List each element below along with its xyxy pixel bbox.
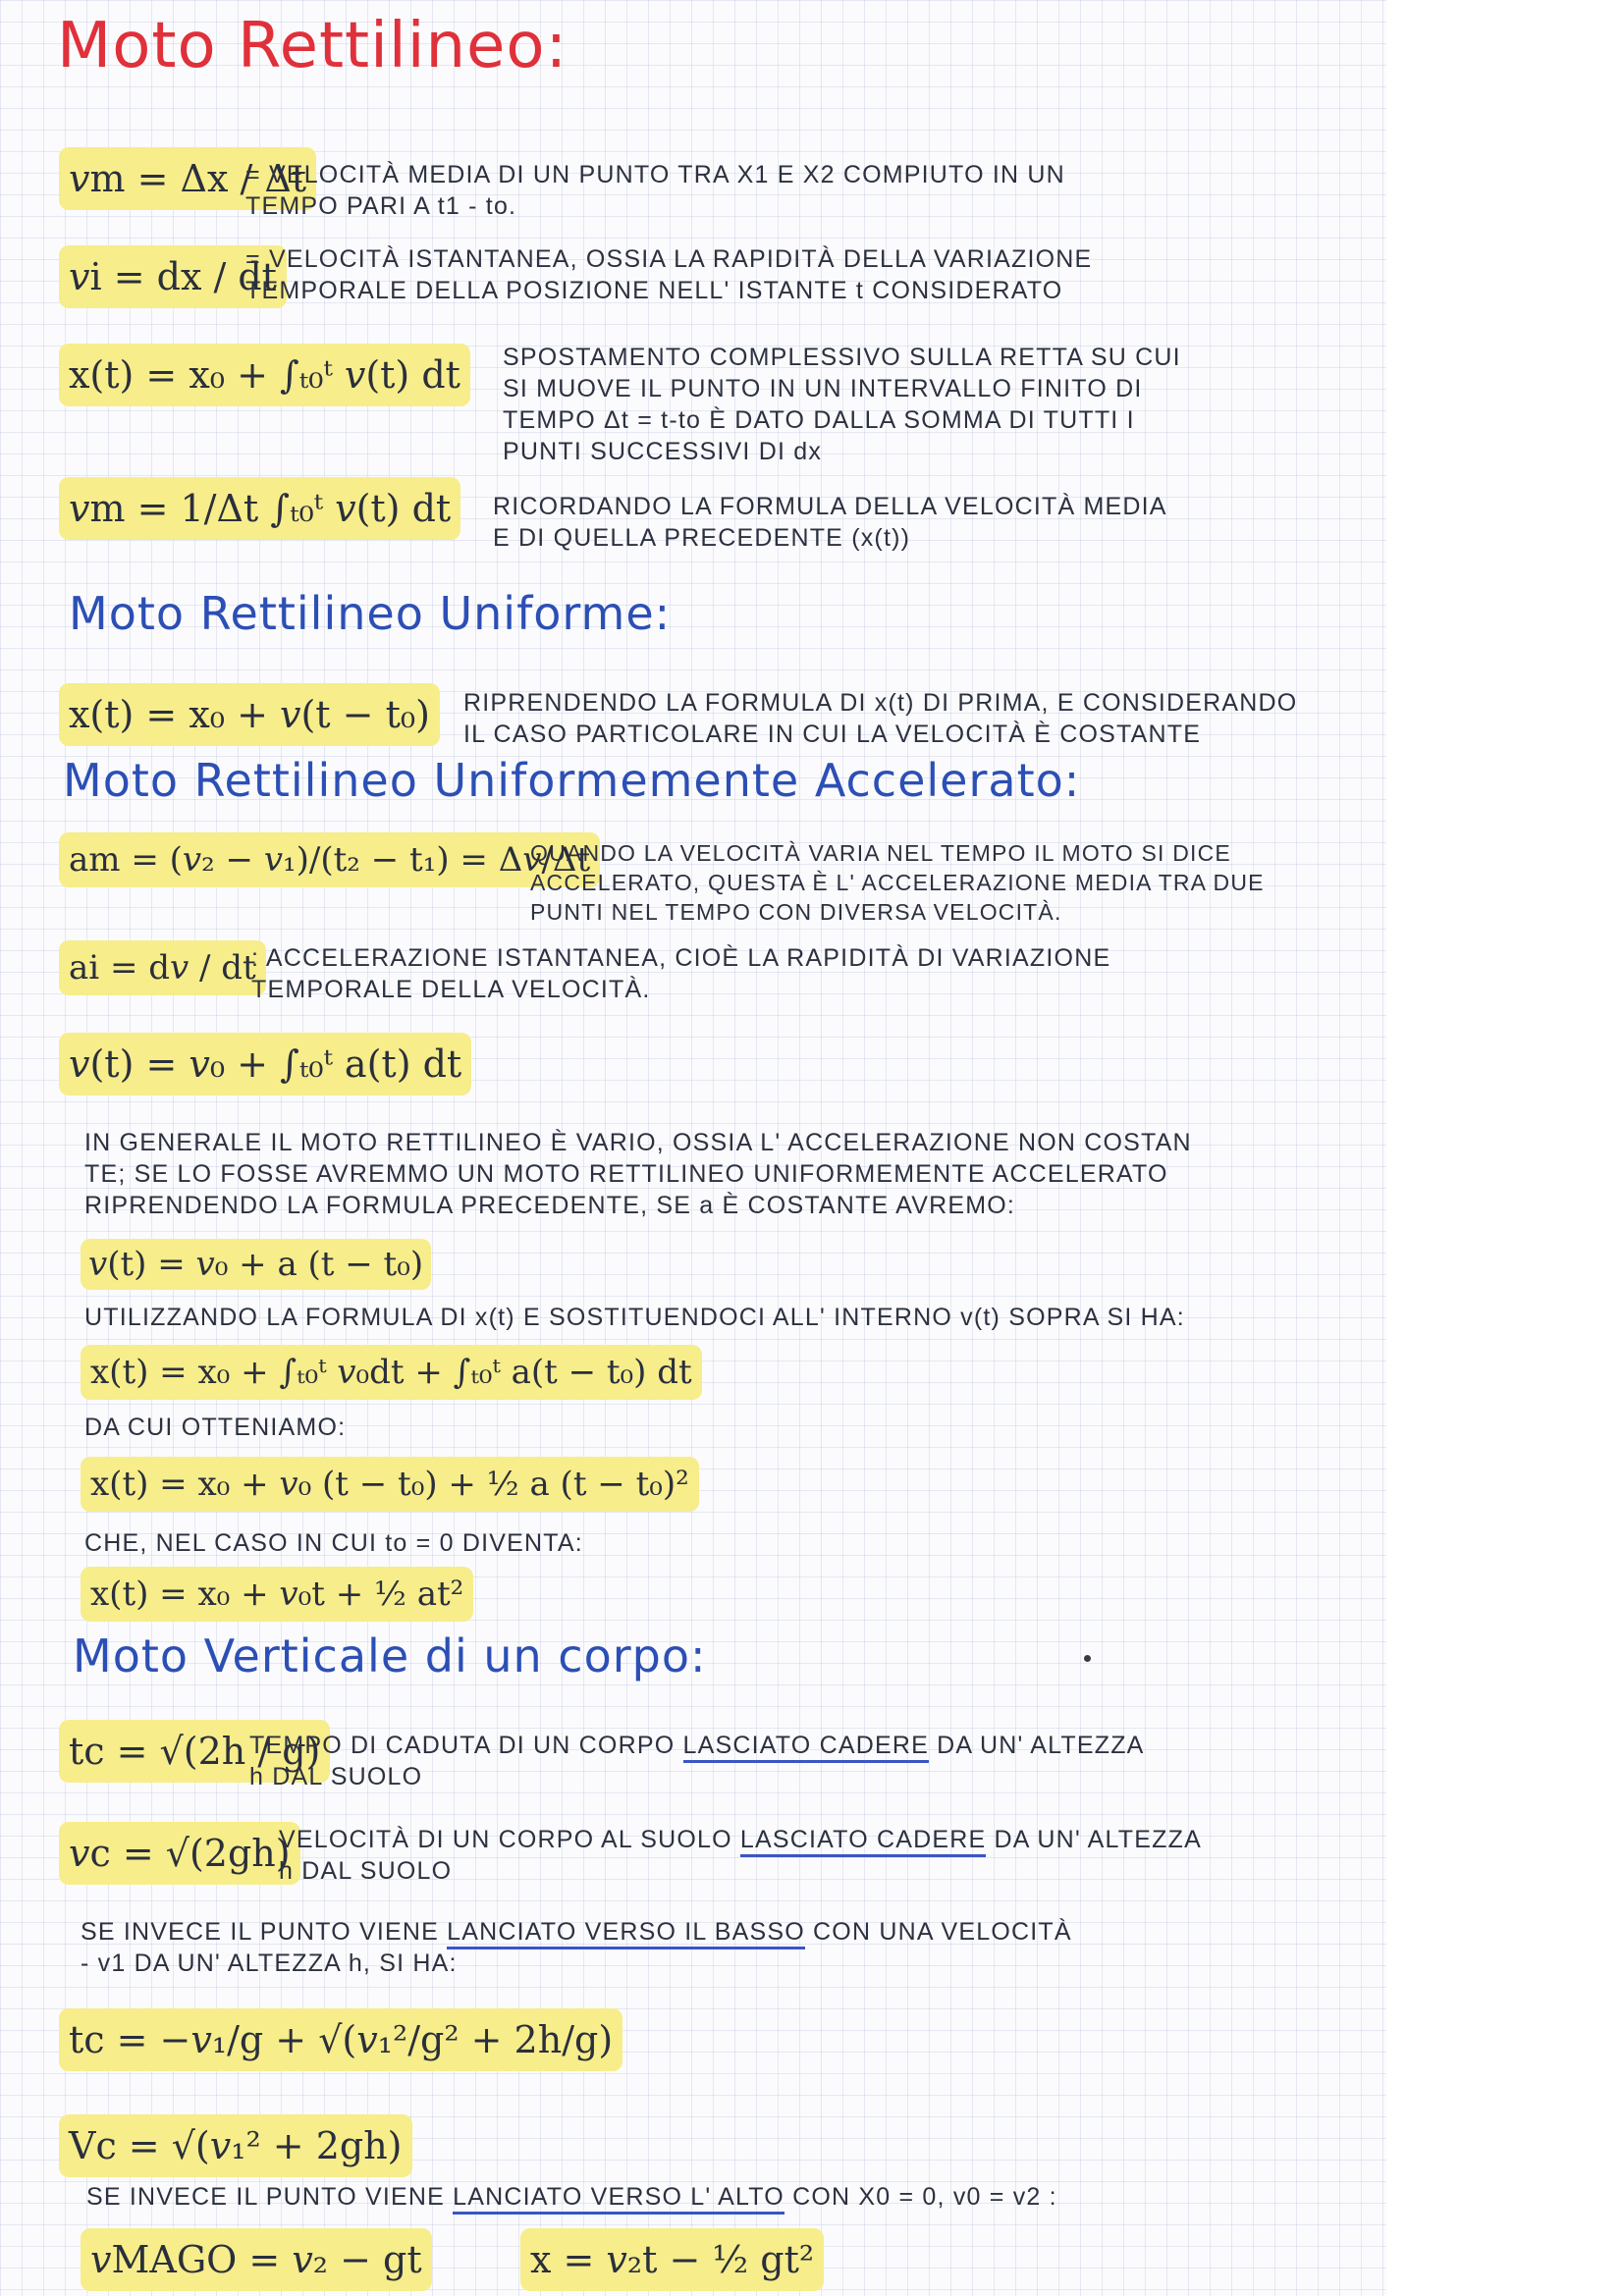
note-ricordando: RICORDANDO LA FORMULA DELLA VELOCITÀ MEDIA E DI QUELLA PRECEDENTE (x(t)) — [493, 493, 1167, 552]
heading-moto-accelerato: Moto Rettilineo Uniformemente Accelerato: — [63, 754, 1081, 807]
note-tempo-caduta: TEMPO DI CADUTA DI UN CORPO LASCIATO CADERE DA UN' ALTEZZA h DAL SUOLO — [249, 1732, 1145, 1790]
formula-moto-uniforme: x(t) = x₀ + 𝑣(t − t₀) — [59, 683, 440, 746]
heading-moto-verticale: Moto Verticale di un corpo: — [73, 1629, 707, 1682]
note-che-nel-caso: CHE, NEL CASO IN CUI to = 0 DIVENTA: — [84, 1529, 583, 1557]
formula-tempo-caduta: tc = √(2h / g) — [59, 1720, 330, 1783]
note-da-cui: DA CUI OTTENIAMO: — [84, 1414, 347, 1441]
formula-velocita-lancio-alto: 𝑣MAGO = 𝑣₂ − gt — [81, 2228, 432, 2291]
note-utilizzando: UTILIZZANDO LA FORMULA DI x(t) E SOSTITUENDOCI ALL' INTERNO v(t) SOPRA SI HA: — [84, 1304, 1185, 1331]
note-velocita-istantanea: = VELOCITÀ ISTANTANEA, OSSIA LA RAPIDITÀ DELLA VARIAZIONE TEMPORALE DELLA POSIZIONE NELL' ISTANTE t CONSIDERATO — [245, 245, 1093, 304]
note-velocita-caduta: VELOCITÀ DI UN CORPO AL SUOLO LASCIATO CADERE DA UN' ALTEZZA h DAL SUOLO — [279, 1826, 1202, 1885]
heading-moto-rettilineo: Moto Rettilineo: — [57, 10, 568, 82]
formula-velocita-caduta-lanciato: Vc = √(𝑣₁² + 2gh) — [59, 2114, 412, 2177]
formula-velocita-media-integrale: 𝑣m = 1/Δt ∫ₜ₀ᵗ 𝑣(t) dt — [59, 477, 460, 540]
formula-velocita-caduta: 𝑣c = √(2gh) — [59, 1822, 300, 1885]
note-lanciato-alto: SE INVECE IL PUNTO VIENE LANCIATO VERSO L' ALTO CON X0 = 0, v0 = v2 : — [86, 2181, 1057, 2213]
formula-posizione-lancio-alto: x = 𝑣₂t − ½ gt² — [520, 2228, 824, 2291]
formula-accelerazione-istantanea: ai = d𝑣 / dt — [59, 940, 266, 995]
formula-posizione-quadratica: x(t) = x₀ + 𝑣₀ (t − t₀) + ½ a (t − t₀)² — [81, 1457, 699, 1512]
formula-posizione-somma: x(t) = x₀ + ∫ₜ₀ᵗ 𝑣₀dt + ∫ₜ₀ᵗ a(t − t₀) dt — [81, 1345, 702, 1400]
heading-moto-uniforme: Moto Rettilineo Uniforme: — [69, 587, 672, 640]
note-accelerazione-media: QUANDO LA VELOCITÀ VARIA NEL TEMPO IL MOTO SI DICE ACCELERATO, QUESTA È L' ACCELERAZIONE MEDIA TRA DUE PUNTI NEL TEMPO CON DIVERSA VELOCITÀ. — [530, 840, 1265, 925]
formula-velocita-lineare: 𝑣(t) = 𝑣₀ + a (t − t₀) — [81, 1239, 431, 1290]
note-in-generale: IN GENERALE IL MOTO RETTILINEO È VARIO, OSSIA L' ACCELERAZIONE NON COSTAN TE; SE LO FOSSE AVREMMO UN MOTO RETTILINEO UNIFORMEMENTE ACCELERATO RIPRENDENDO LA FORMULA PRECEDENTE, SE a È COSTANTE AVREMO: — [84, 1129, 1192, 1219]
formula-tempo-caduta-lanciato: tc = −𝑣₁/g + √(𝑣₁²/g² + 2h/g) — [59, 2008, 622, 2071]
note-lanciato-basso: SE INVECE IL PUNTO VIENE LANCIATO VERSO IL BASSO CON UNA VELOCITÀ - v1 DA UN' ALTEZZA h, SI HA: — [81, 1918, 1072, 1977]
ink-dot — [1084, 1655, 1091, 1662]
formula-velocita-istantanea: 𝑣i = dx / dt — [59, 245, 287, 308]
note-moto-uniforme: RIPRENDENDO LA FORMULA DI x(t) DI PRIMA, E CONSIDERANDO IL CASO PARTICOLARE IN CUI LA VELOCITÀ È COSTANTE — [463, 689, 1298, 748]
formula-velocita-media: 𝑣m = Δx / Δt — [59, 147, 316, 210]
note-accelerazione-istantanea: : ACCELERAZIONE ISTANTANEA, CIOÈ LA RAPIDITÀ DI VARIAZIONE TEMPORALE DELLA VELOCITÀ. — [251, 944, 1111, 1003]
note-spostamento: SPOSTAMENTO COMPLESSIVO SULLA RETTA SU CUI SI MUOVE IL PUNTO IN UN INTERVALLO FINITO DI TEMPO Δt = t-to È DATO DALLA SOMMA DI TUTTI I PUNTI SUCCESSIVI DI dx — [503, 344, 1181, 465]
formula-posizione-t0-zero: x(t) = x₀ + 𝑣₀t + ½ at² — [81, 1567, 473, 1622]
formula-velocita-integrale: 𝑣(t) = 𝑣₀ + ∫ₜ₀ᵗ a(t) dt — [59, 1033, 471, 1095]
note-velocita-media: = VELOCITÀ MEDIA DI UN PUNTO TRA X1 E X2 COMPIUTO IN UN TEMPO PARI A t1 - to. — [245, 161, 1065, 220]
formula-accelerazione-media: am = (𝑣₂ − 𝑣₁)/(t₂ − t₁) = Δ𝑣/Δt — [59, 832, 600, 887]
formula-posizione-integrale: x(t) = x₀ + ∫ₜ₀ᵗ 𝑣(t) dt — [59, 344, 470, 406]
